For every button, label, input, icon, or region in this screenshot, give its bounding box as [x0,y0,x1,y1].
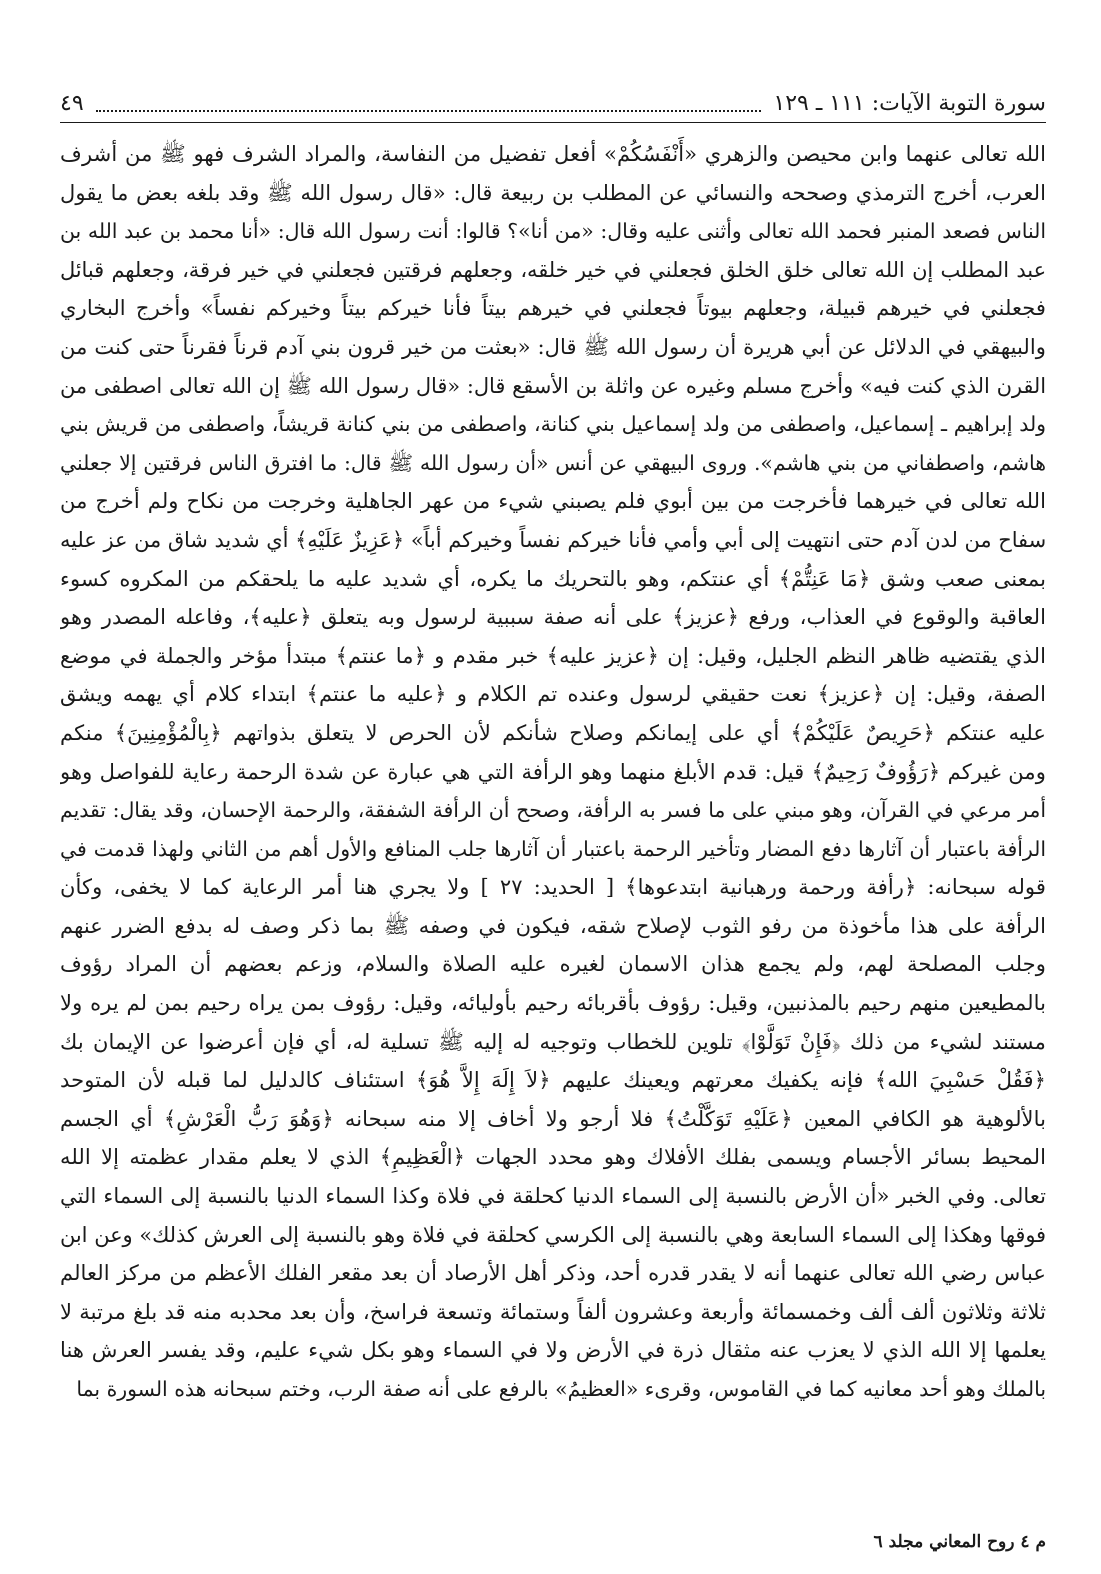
text-line: يعلمها إلا الله الذي لا يعزب عنه مثقال ذرة في الأرض ولا في السماء وهو بكل شيء عليم، وقد يفسر العرش هنا [60,1337,1046,1363]
text-line: بالمطيعين منهم رحيم بالمذنبين، وقيل: رؤوف بأقربائه رحيم بأوليائه، وقيل: رؤوف بمن يراه رحيم بمن لم يره ولا [60,990,1046,1016]
text-line: ومن غيركم ﴿رَؤُوفٌ رَحِيمٌ﴾ قيل: قدم الأبلغ منهما وهو الرأفة التي هي عبارة عن شدة الرحمة رعاية للفواصل وهو [60,758,1046,784]
text-line: ﴿فَقُلْ حَسْبِيَ الله﴾ فإنه يكفيك معرتهم ويعينك عليهم ﴿لاَ إِلَهَ إِلاَّ هُوَ﴾ استئناف كالدليل لما قبله لأن المتوحد [60,1067,1046,1093]
text-line: مستند لشيء من ذلك ﴿فَإِنْ تَوَلَّوْا﴾ تلوين للخطاب وتوجيه له إليه ﷺ تسلية له، أي فإن أعرضوا عن الإيمان بك [60,1028,1046,1054]
text-line: عباس رضي الله تعالى عنهما أنه لا يقدر قدره أحد، وذكر أهل الأرصاد أن بعد مقعر الفلك الأعظم من مركز العالم [60,1260,1046,1286]
text-line: عليه عنتكم ﴿حَرِيصٌ عَلَيْكُمْ﴾ أي على إيمانكم وصلاح شأنكم لأن الحرص لا يتعلق بذواتهم ﴿بِالْمُؤْمِنِينَ﴾ منكم [60,719,1046,745]
page-header [60,84,1046,123]
text-line: سفاح من لدن آدم حتى انتهيت إلى أبي وأمي فأنا خيركم نفساً وخيركم أباً» ﴿عَزِيزٌ عَلَيْهِ﴾ أي شديد شاق من عز عليه [60,527,1046,552]
text-line: العاقبة والوقوع في العذاب، ورفع ﴿عزيز﴾ على أنه صفة سببية لرسول وبه يتعلق ﴿عليه﴾، وفاعله المصدر وهو [60,604,1046,630]
text-line: أمر مرعي في القرآن، وهو مبني على ما فسر به الرأفة، وصحح أن الرأفة الشفقة، والرحمة الإحسان، وقد يقال: تقديم [60,798,1046,823]
text-line: ولد إبراهيم ـ إسماعيل، واصطفى من ولد إسماعيل بني كنانة، واصطفى من بني كنانة قريشاً، واصطفى من قريش بني [60,412,1046,437]
text-line: بمعنى صعب وشق ﴿مَا عَنِتُّمْ﴾ أي عنتكم، وهو بالتحريك ما يكره، أي شديد عليه ما يلحقكم من المكروه كسوء [60,565,1046,591]
signature-mark: م ٤ روح المعاني مجلد ٦ [873,1532,1046,1552]
text-line: الرأفة على هذا مأخوذة من رفو الثوب لإصلاح شقه، فيكون في وصفه ﷺ بما ذكر وصف له بدفع الضرر عنهم [60,912,1046,938]
text-line: وجلب المصلحة لهم، ولم يجمع هذان الاسمان لغيره عليه الصلاة والسلام، وزعم بعضهم أن المراد رؤوف [60,951,1046,977]
text-line: الصفة، وقيل: إن ﴿عزيز﴾ نعت حقيقي لرسول وعنده تم الكلام و ﴿عليه ما عنتم﴾ ابتداء كلام أي يهمه ويشق [60,681,1046,707]
text-line: القرن الذي كنت فيه» وأخرج مسلم وغيره عن واثلة بن الأسقع قال: «قال رسول الله ﷺ إن الله تعالى اصطفى من [60,373,1046,398]
dotted-leader [96,109,762,112]
body-text [60,135,1046,1409]
text-line: بالألوهية هو الكافي المعين ﴿عَلَيْهِ تَوَكَّلْتُ﴾ فلا أرجو ولا أخاف إلا منه سبحانه ﴿وَهُوَ رَبُّ الْعَرْشِ﴾ أي الجسم [60,1105,1046,1131]
page-number: ٤٩ [60,91,84,116]
text-line: عبد المطلب إن الله تعالى خلق الخلق فجعلني في خير خلقه، وجعلهم فرقتين فجعلني في خير فرقة، وجعلهم قبائل [60,257,1046,282]
text-line: ثلاثة وثلاثون ألف ألف وخمسمائة وأربعة وعشرون ألفاً وستمائة وتسعة فراسخ، وأن بعد محدبه منه قد بلغ مرتبة لا [60,1298,1046,1324]
text-line: العرب، أخرج الترمذي وصححه والنسائي عن المطلب بن ربيعة قال: «قال رسول الله ﷺ وقد بلغه بعض ما يقول [60,179,1046,205]
running-title: سورة التوبة الآيات: ١١١ ـ ١٢٩ [773,91,1046,116]
text-line: فوقها وهكذا إلى السماء السابعة وهي بالنسبة إلى الكرسي كحلقة في فلاة وهو بالنسبة إلى العرش كذلك» وعن ابن [60,1222,1046,1247]
text-line: الله تعالى في خيرهما فأخرجت من بين أبوي فلم يصبني شيء من عهر الجاهلية وخرجت من نكاح ولم أخرج من [60,488,1046,514]
text-line: الله تعالى عنهما وابن محيصن والزهري «أَنْفَسُكُمْ» أفعل تفضيل من النفاسة، والمراد الشرف فهو ﷺ من أشرف [60,141,1046,166]
text-line: الذي يقتضيه ظاهر النظم الجليل، وقيل: إن ﴿عزيز عليه﴾ خبر مقدم و ﴿ما عنتم﴾ مبتدأ مؤخر والجملة في موضع [60,642,1046,668]
document-page [60,84,1046,1554]
text-line: والبيهقي في الدلائل عن أبي هريرة أن رسول الله ﷺ قال: «بعثت من خير قرون بني آدم قرناً فقرناً حتى كنت من [60,333,1046,359]
text-line: فجعلني في خيرهم قبيلة، وجعلهم بيوتاً فجعلني في خيرهم بيتاً فأنا خيركم بيتاً وخيركم نفساً» وأخرج البخاري [60,295,1046,321]
text-line: المحيط بسائر الأجسام ويسمى بفلك الأفلاك وهو محدد الجهات ﴿الْعَظِيمِ﴾ الذي لا يعلم مقدار عظمته إلا الله [60,1144,1046,1170]
text-line: تعالى. وفي الخبر «أن الأرض بالنسبة إلى السماء الدنيا كحلقة في فلاة وكذا السماء الدنيا بالنسبة إلى السماء التي [60,1183,1046,1209]
text-line: الرأفة باعتبار أن آثارها دفع المضار وتأخير الرحمة باعتبار أن آثارها جلب المنافع والأول أهم من الثاني ولهذا قدمت في [60,836,1046,861]
text-line: الناس فصعد المنبر فحمد الله تعالى وأثنى عليه وقال: «من أنا»؟ قالوا: أنت رسول الله قال: «أنا محمد بن عبد الله بن [60,219,1046,244]
text-line: قوله سبحانه: ﴿رأفة ورحمة ورهبانية ابتدعوها﴾ [ الحديد: ٢٧ ] ولا يجري هنا أمر الرعاية كما لا يخفى، وكأن [60,874,1046,900]
text-line: هاشم، واصطفاني من بني هاشم». وروى البيهقي عن أنس «أن رسول الله ﷺ قال: ما افترق الناس فرقتين إلا جعلني [60,450,1046,475]
text-line: بالملك وهو أحد معانيه كما في القاموس، وقرىء «العظيمُ» بالرفع على أنه صفة الرب، وختم سبحانه هذه السورة بما [76,1377,1046,1401]
